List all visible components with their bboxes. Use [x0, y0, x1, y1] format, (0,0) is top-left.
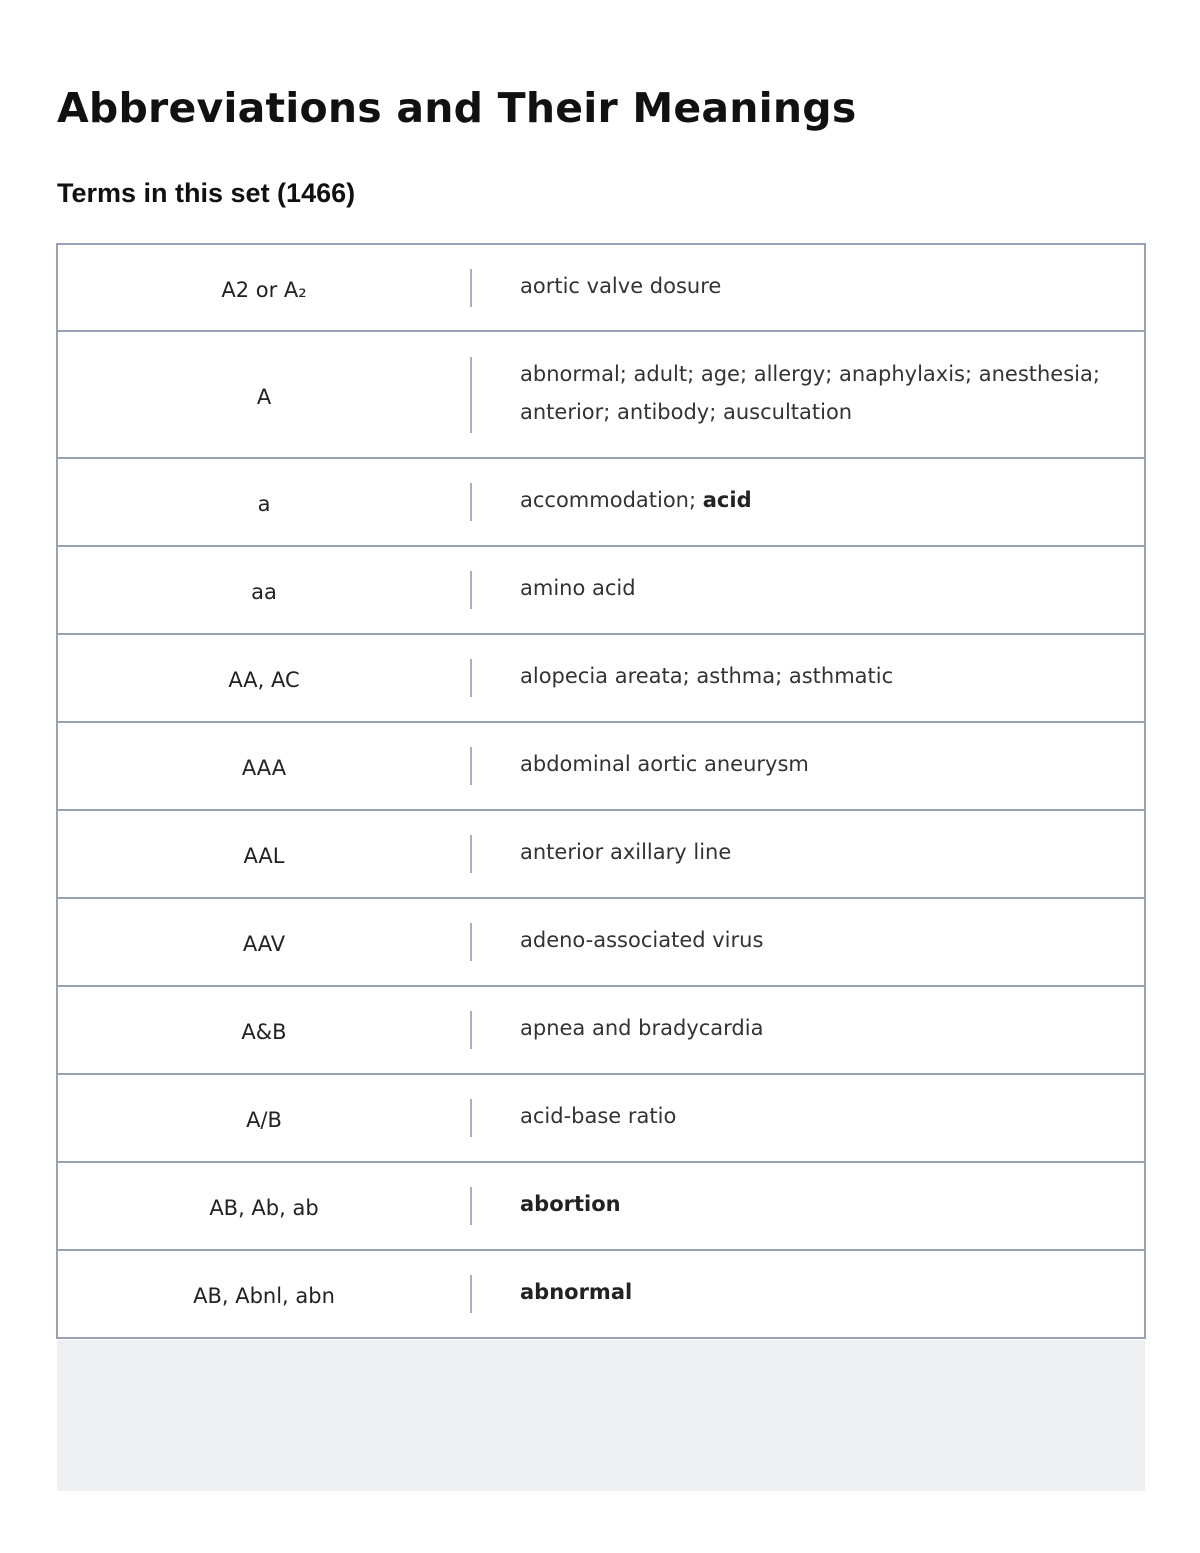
footer-placeholder — [57, 1340, 1145, 1491]
term-cell: AAV — [242, 932, 286, 956]
definition-cell — [472, 1009, 1144, 1047]
table-row — [56, 457, 1146, 547]
table-row — [56, 1249, 1146, 1339]
table-row — [56, 897, 1146, 987]
term-cell: AB, Abnl, abn — [193, 1284, 335, 1308]
definition-text: abdominal aortic aneurysm — [520, 752, 809, 776]
definition-text: abnormal; adult; age; allergy; anaphylaxis; anesthesia; anterior; antibody; auscultation — [520, 361, 1100, 424]
definition-bold-text: abnormal — [520, 1280, 633, 1304]
definition-text: amino acid — [520, 576, 636, 600]
definition-cell — [472, 481, 1144, 519]
definition-bold-text: abortion — [520, 1192, 621, 1216]
definition-cell — [472, 1273, 1144, 1311]
table-row — [56, 721, 1146, 811]
table-row — [56, 633, 1146, 723]
table-row — [56, 985, 1146, 1075]
definition-text: apnea and bradycardia — [520, 1016, 764, 1040]
terms-count-heading: Terms in this set (1466) — [57, 178, 356, 208]
term-cell: A/B — [246, 1108, 282, 1132]
table-row — [56, 243, 1146, 332]
table-row — [56, 809, 1146, 899]
definition-cell — [472, 921, 1144, 959]
term-cell: a — [257, 492, 271, 516]
term-cell: AA, AC — [228, 668, 300, 692]
definition-cell — [472, 355, 1144, 431]
definition-text: acid-base ratio — [520, 1104, 677, 1128]
definition-bold-text: acid — [702, 488, 752, 512]
definition-text: accommodation; — [520, 488, 703, 512]
definition-cell — [472, 745, 1144, 783]
definition-cell — [472, 1185, 1144, 1223]
definition-text: adeno-associated virus — [520, 928, 764, 952]
term-cell: AB, Ab, ab — [209, 1196, 319, 1220]
table-row — [56, 1073, 1146, 1163]
definition-text: alopecia areata; asthma; asthmatic — [520, 664, 894, 688]
table-row — [56, 330, 1146, 459]
definition-cell — [472, 833, 1144, 871]
terms-table — [56, 243, 1146, 1337]
definition-text: aortic valve dosure — [520, 273, 722, 298]
page-title: Abbreviations and Their Meanings — [57, 84, 857, 132]
definition-cell — [472, 569, 1144, 607]
term-cell: A — [256, 384, 272, 409]
term-cell: aa — [251, 580, 277, 604]
term-cell: A&B — [241, 1020, 287, 1044]
table-row — [56, 1161, 1146, 1251]
definition-cell — [472, 1097, 1144, 1135]
definition-cell — [472, 657, 1144, 695]
definition-text: anterior axillary line — [520, 840, 732, 864]
definition-cell — [472, 267, 1144, 305]
term-cell: AAA — [241, 756, 287, 780]
table-row — [56, 545, 1146, 635]
term-cell: A2 or A₂ — [221, 277, 307, 302]
term-cell: AAL — [243, 844, 285, 868]
